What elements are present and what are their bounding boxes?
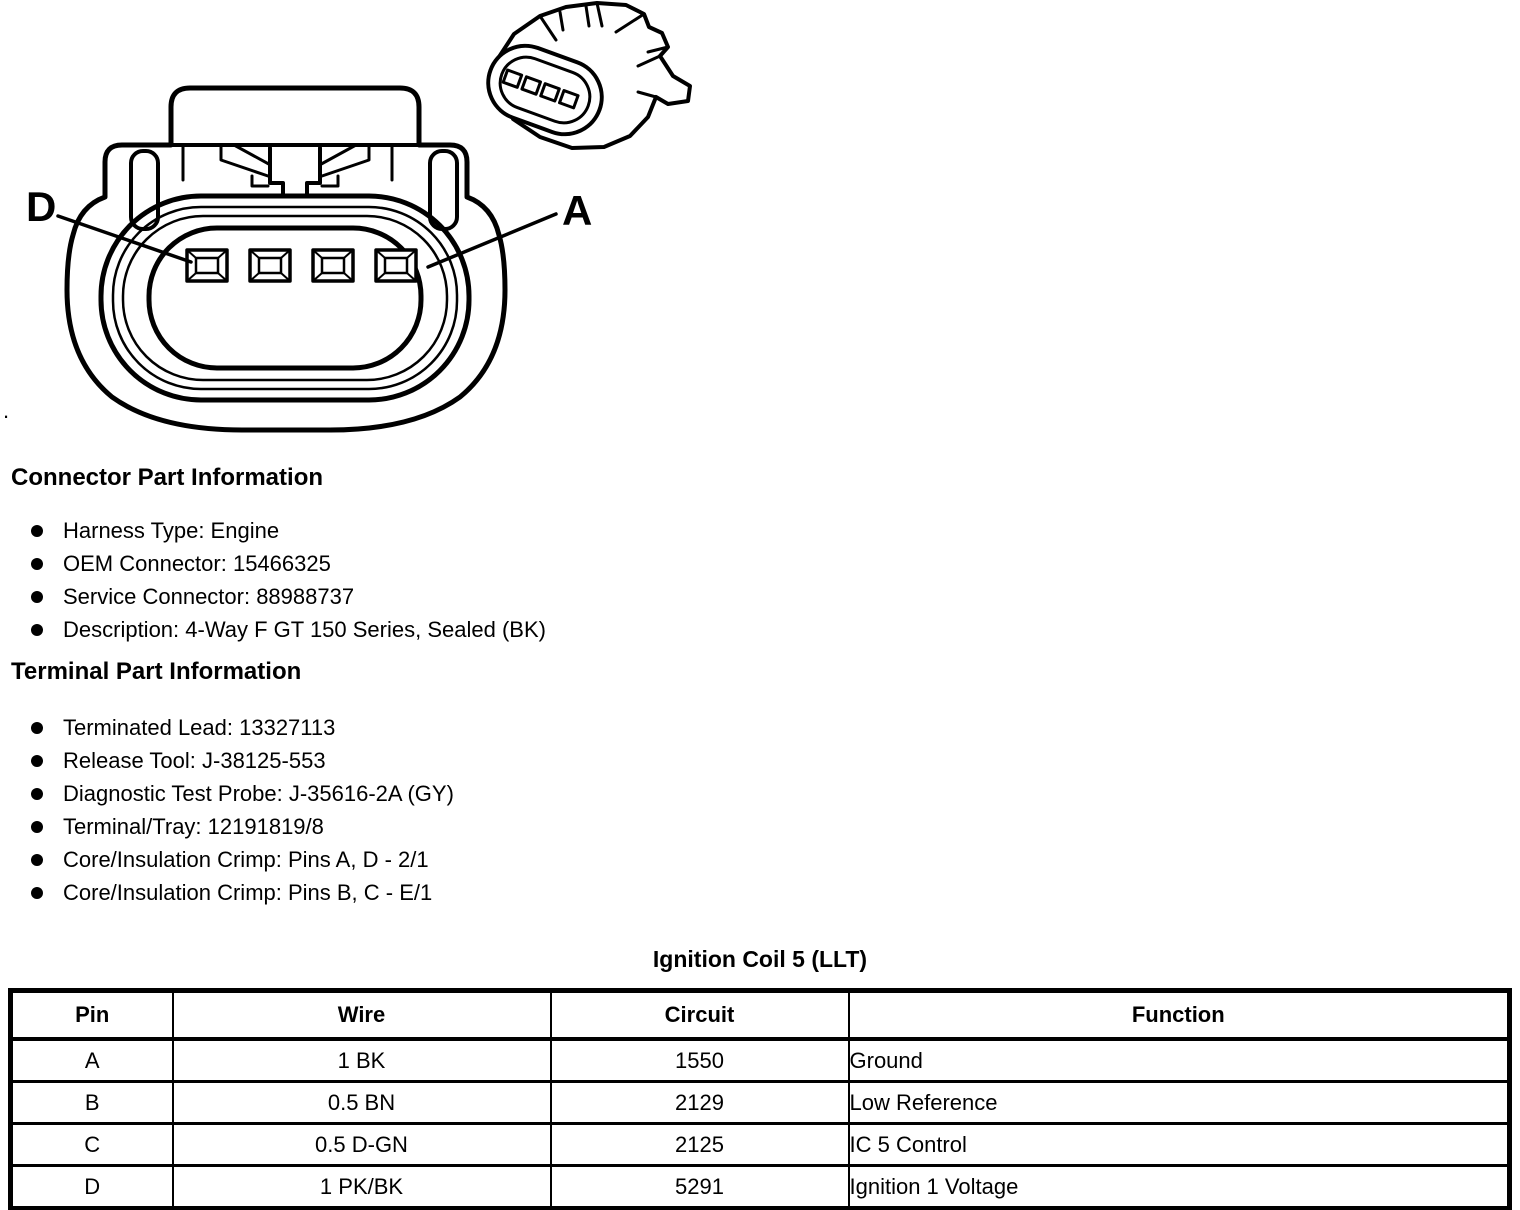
cell-function: Ignition 1 Voltage [849,1166,1510,1209]
cell-circuit: 2129 [551,1082,849,1124]
section-title-terminal-part-info: Terminal Part Information [11,658,302,685]
list-item [0,547,546,580]
bullet-icon [31,525,43,537]
list-item [0,613,546,646]
table-row [11,1124,1510,1166]
connector-part-info-list [0,514,546,646]
left-ear-slot [131,151,158,229]
bullet-icon [31,821,43,833]
list-item-text: Terminal/Tray: 12191819/8 [63,813,324,839]
connector-front-view [58,88,556,430]
bullet-icon [31,624,43,636]
cell-pin: A [11,1039,173,1082]
pin-opening-b [313,250,353,281]
table-title: Ignition Coil 5 (LLT) [652,946,868,972]
list-item [0,876,454,909]
list-item-text: OEM Connector: 15466325 [63,550,331,576]
list-item [0,744,454,777]
list-item [0,711,454,744]
terminal-part-info-list [0,711,454,909]
cell-wire: 0.5 BN [173,1082,551,1124]
bullet-icon [31,788,43,800]
cell-circuit: 5291 [551,1166,849,1209]
table-row [11,1166,1510,1209]
table-row [11,1039,1510,1082]
pin-a-label: A [562,187,593,234]
cell-wire: 1 BK [173,1039,551,1082]
cell-pin: B [11,1082,173,1124]
bullet-icon [31,722,43,734]
cell-function: IC 5 Control [849,1124,1510,1166]
bullet-icon [31,591,43,603]
table-header-circuit: Circuit [551,991,849,1040]
bullet-icon [31,854,43,866]
list-item-text: Harness Type: Engine [63,517,280,543]
table-row [11,1082,1510,1124]
table-header-function: Function [849,991,1510,1040]
section-title-connector-part-info: Connector Part Information [11,464,324,491]
list-item-text: Core/Insulation Crimp: Pins A, D - 2/1 [63,846,429,872]
list-item-text: Core/Insulation Crimp: Pins B, C - E/1 [63,879,433,905]
cell-circuit: 1550 [551,1039,849,1082]
list-item-text: Diagnostic Test Probe: J-35616-2A (GY) [63,780,454,806]
pin-opening-a [376,250,416,281]
connector-3d-view [478,3,690,148]
connector-diagram [0,0,760,460]
cell-pin: D [11,1166,173,1209]
list-item-text: Service Connector: 88988737 [63,583,355,609]
bullet-icon [31,558,43,570]
list-item [0,514,546,547]
list-item [0,580,546,613]
table-header-pin: Pin [11,991,173,1040]
cell-circuit: 2125 [551,1124,849,1166]
table-header-wire: Wire [173,991,551,1040]
list-item [0,810,454,843]
pin-opening-d [187,250,227,281]
list-item [0,843,454,876]
pin-d-label: D [26,183,57,230]
bullet-icon [31,887,43,899]
table-header-row [11,991,1510,1040]
list-item-text: Terminated Lead: 13327113 [63,714,336,740]
cell-function: Low Reference [849,1082,1510,1124]
cell-wire: 1 PK/BK [173,1166,551,1209]
list-item-text: Release Tool: J-38125-553 [63,747,326,773]
list-item-text: Description: 4-Way F GT 150 Series, Sealed (BK) [63,616,546,642]
bullet-icon [31,755,43,767]
pin-opening-c [250,250,290,281]
cell-pin: C [11,1124,173,1166]
pinout-table [8,988,1512,1210]
list-item [0,777,454,810]
stray-period: . [3,398,10,423]
cell-wire: 0.5 D-GN [173,1124,551,1166]
cell-function: Ground [849,1039,1510,1082]
